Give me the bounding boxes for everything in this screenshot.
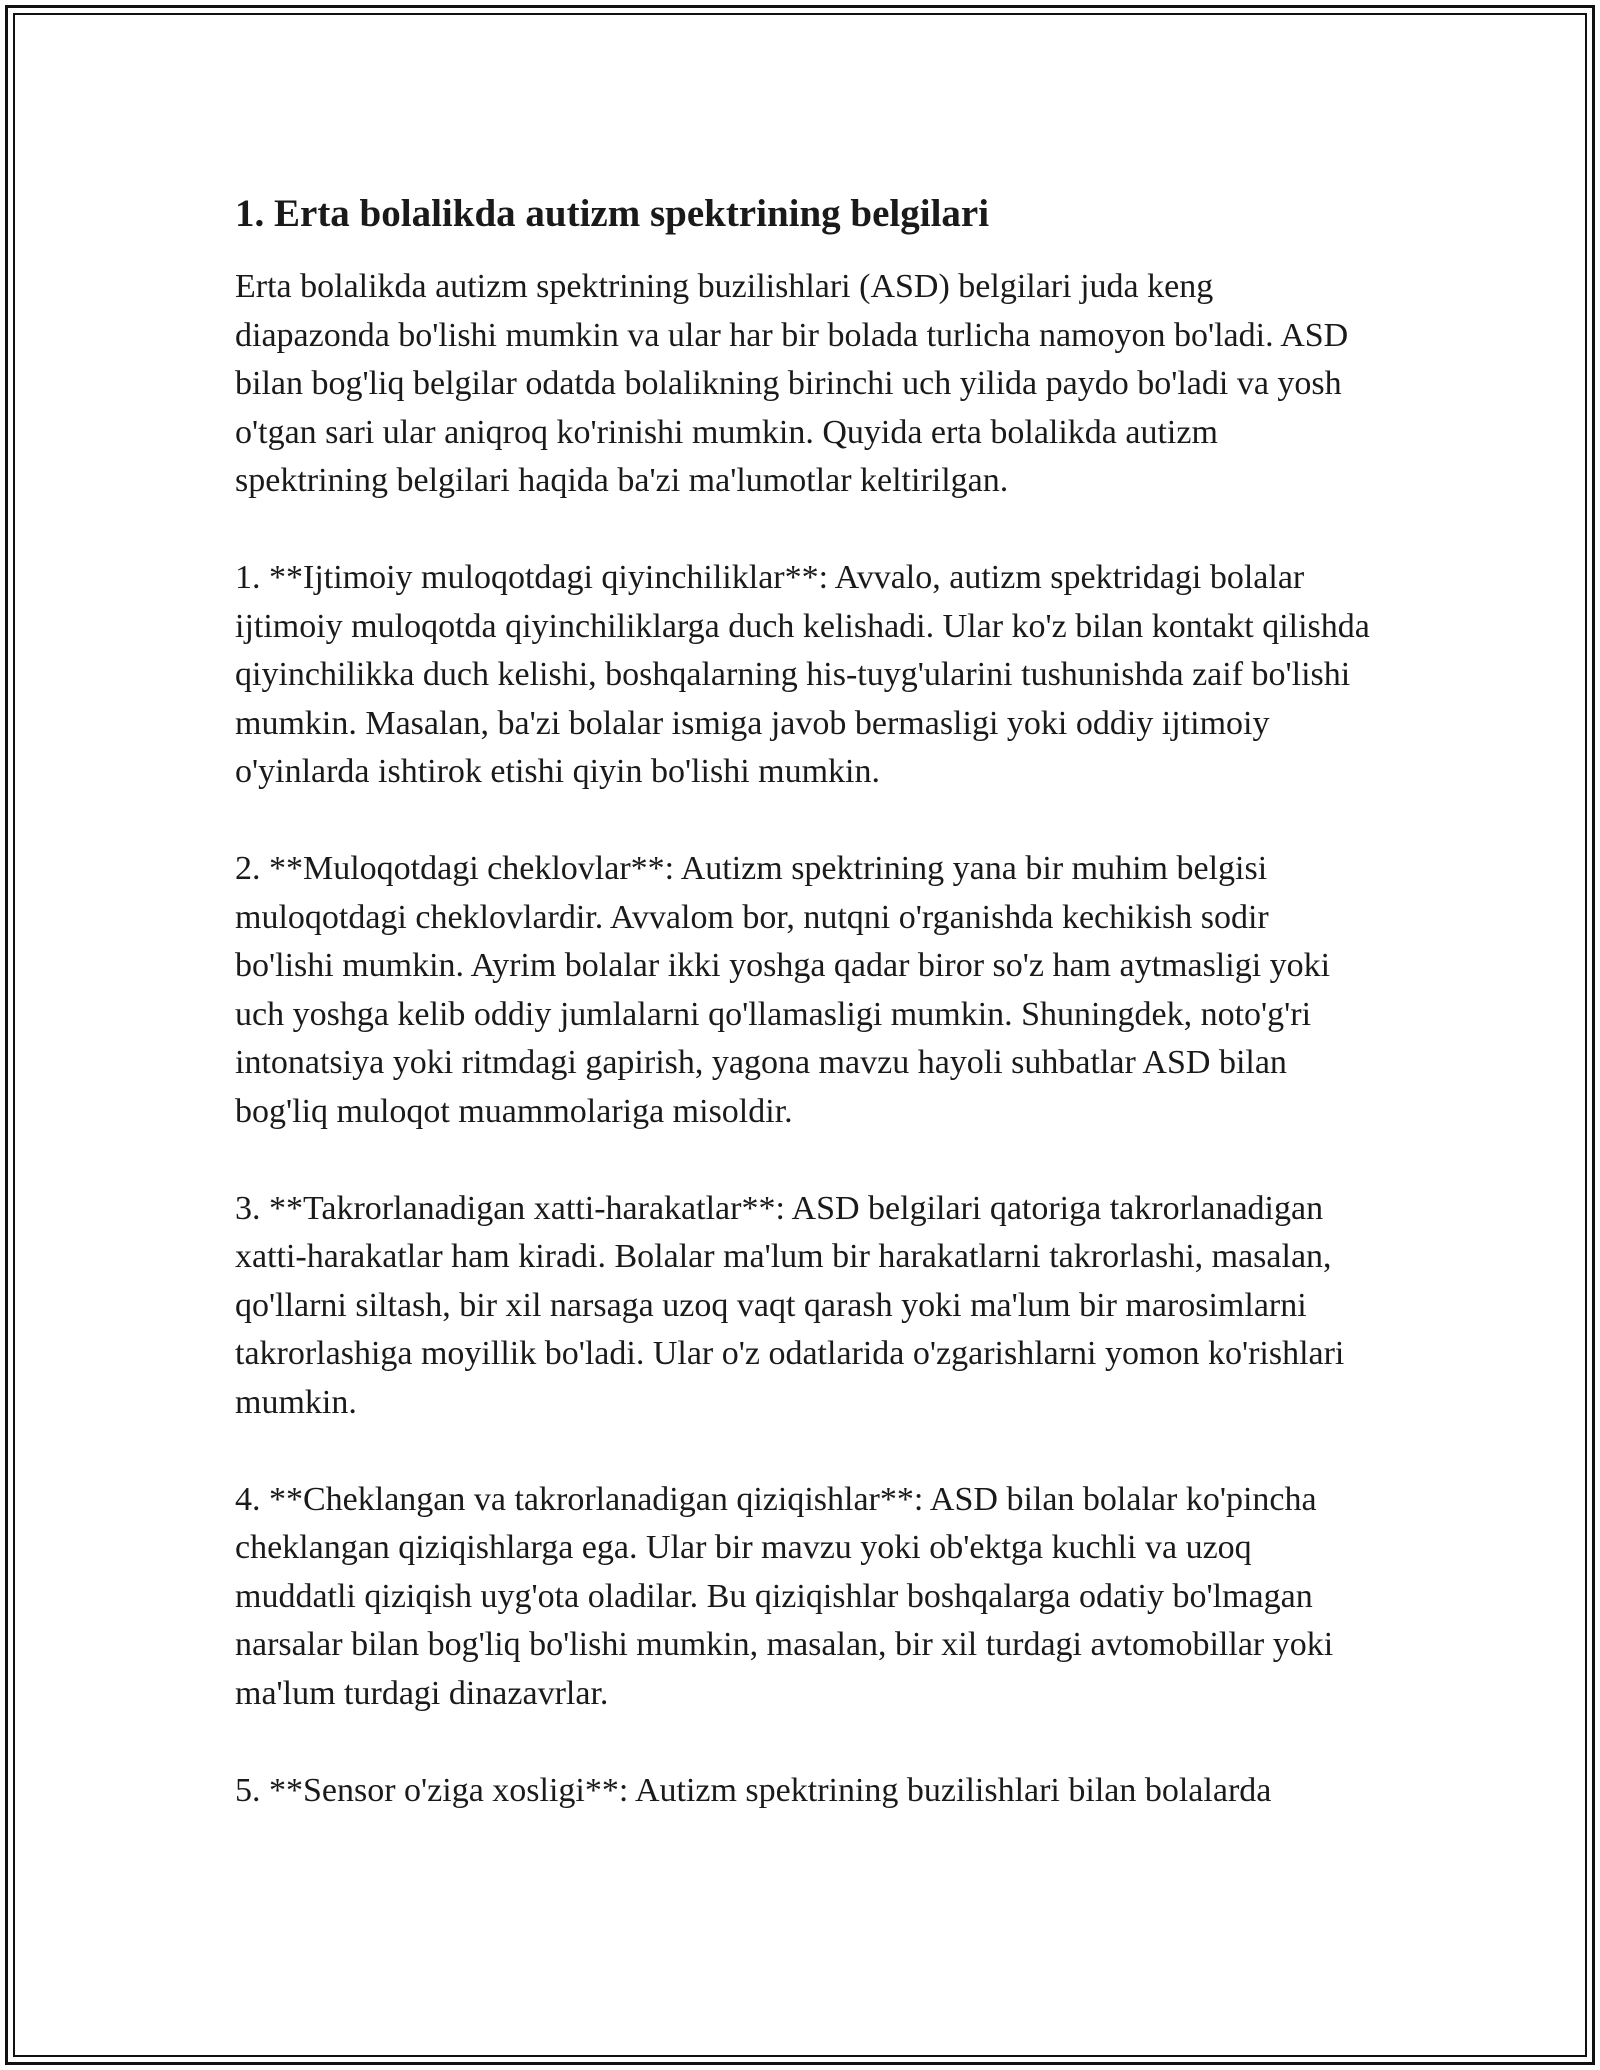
paragraph-communication-limits: 2. **Muloqotdagi cheklovlar**: Autizm spektrining yana bir muhim belgisi muloqotdagi cheklovlardir. Avvalom bor, nutqni o'rganishda kechikish sodir bo'lishi mumkin. Ayrim bolalar ikki yoshga qadar biror so'z ham aytmasligi yoki uch yoshga kelib oddiy jumlalarni qo'llamasligi mumkin. Shuningdek, noto'g'ri intonatsiya yoki ritmdagi gapirish, yagona mavzu hayoli suhbatlar ASD bilan bog'liq muloqot muammolariga misoldir. <box>235 850 1331 1130</box>
paragraph-repetitive-behaviors: 3. **Takrorlanadigan xatti-harakatlar**: ASD belgilari qatoriga takrorlanadigan xatti-harakatlar ham kiradi. Bolalar ma'lum bir harakatlarni takrorlashi, masalan, qo'llarni siltash, bir xil narsaga uzoq vaqt qarash yoki ma'lum bir marosimlarni takrorlashiga moyillik bo'ladi. Ular o'z odatlarida o'zgarishlarni yomon ko'rishlari mumkin. <box>235 1189 1345 1421</box>
paragraph-sensory-features: 5. **Sensor o'ziga xosligi**: Autizm spektrining buzilishlari bilan bolalarda <box>235 1771 1272 1809</box>
document-body <box>235 185 1375 1864</box>
paragraph-restricted-interests: 4. **Cheklangan va takrorlanadigan qiziqishlar**: ASD bilan bolalar ko'pincha cheklangan qiziqishlarga ega. Ular bir mavzu yoki ob'ektga kuchli va uzoq muddatli qiziqish uyg'ota oladilar. Bu qiziqishlar boshqalarga odatiy bo'lmagan narsalar bilan bog'liq bo'lishi mumkin, masalan, bir xil turdagi avtomobillar yoki ma'lum turdagi dinazavrlar. <box>235 1480 1334 1712</box>
paragraph-social-communication: 1. **Ijtimoiy muloqotdagi qiyinchiliklar**: Avvalo, autizm spektridagi bolalar ijtimoiy muloqotda qiyinchiliklarga duch kelishadi. Ular ko'z bilan kontakt qilishda qiyinchilikka duch kelishi, boshqalarning his-tuyg'ularini tushunishda zaif bo'lishi mumkin. Masalan, ba'zi bolalar ismiga javob bermasligi yoki oddiy ijtimoiy o'yinlarda ishtirok etishi qiyin bo'lishi mumkin. <box>235 559 1370 790</box>
section-heading: 1. Erta bolalikda autizm spektrining belgilari <box>235 192 990 235</box>
intro-paragraph: Erta bolalikda autizm spektrining buzilishlari (ASD) belgilari juda keng diapazonda bo'lishi mumkin va ular har bir bolada turlicha namoyon bo'ladi. ASD bilan bog'liq belgilar odatda bolalikning birinchi uch yilida paydo bo'ladi va yosh o'tgan sari ular aniqroq ko'rinishi mumkin. Quyida erta bolalikda autizm spektrining belgilari haqida ba'zi ma'lumotlar keltirilgan. <box>235 268 1349 499</box>
